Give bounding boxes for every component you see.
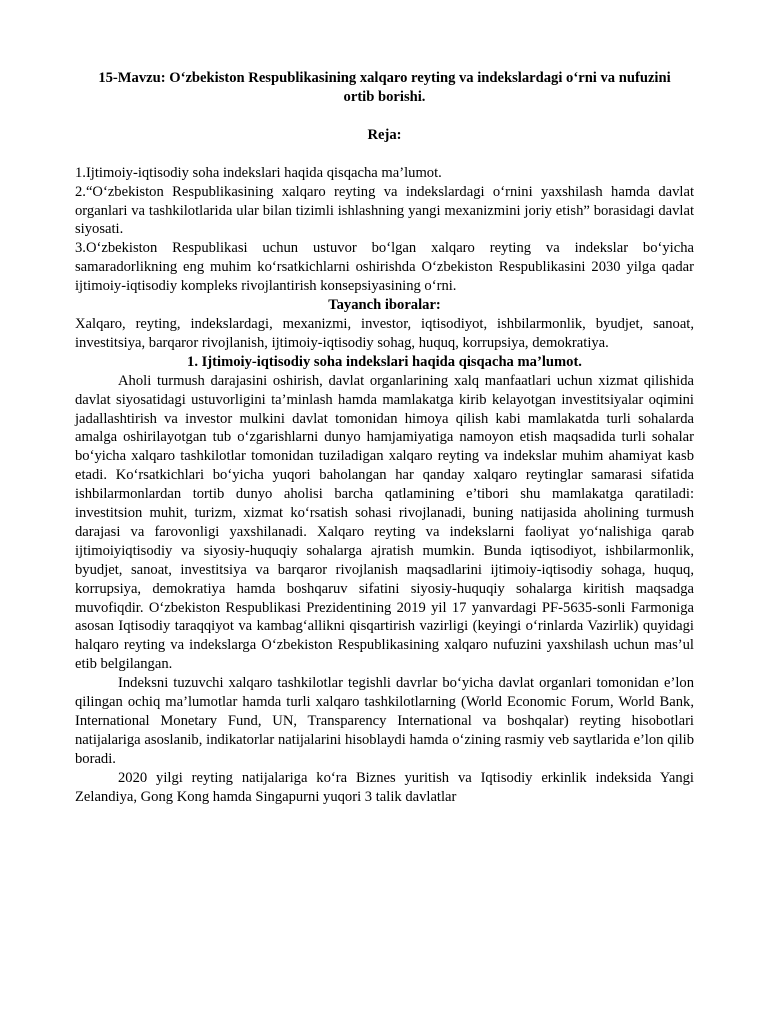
plan-item-2: 2.“O‘zbekiston Respublikasining xalqaro reyting va indekslardagi o‘rnini yaxshilash hamda davlat organlari va tashkilotlarida ular bilan tizimli ishlashning yangi mexanizmini joriy etish” borasidagi davlat siyosati. [75, 183, 694, 238]
keywords-text: Xalqaro, reyting, indekslardagi, mexanizmi, investor, iqtisodiyot, ishbilarmonlik, byudjet, sanoat, investitsiya, barqaror rivojlanish, ijtimoiy-iqtisodiy sohag, huquq, korrupsiya, demokratiya. [75, 315, 694, 351]
section-1-heading: 1. Ijtimoiy-iqtisodiy soha indekslari haqida qisqacha ma’lumot. [187, 353, 582, 370]
keywords-heading: Tayanch iboralar: [328, 297, 441, 314]
plan-heading: Reja: [367, 126, 402, 143]
document-page [75, 69, 694, 807]
document-title: 15-Mavzu: O‘zbekiston Respublikasining xalqaro reyting va indekslardagi o‘rni va nufuzini ortib borishi. [98, 70, 671, 105]
plan-item-1: 1.Ijtimoiy-iqtisodiy soha indekslari haqida qisqacha ma’lumot. [75, 164, 442, 181]
paragraph-3: 2020 yilgi reyting natijalariga ko‘ra Biznes yuritish va Iqtisodiy erkinlik indeksida Yangi Zelandiya, Gong Kong hamda Singapurni yuqori 3 talik davlatlar [75, 769, 694, 805]
paragraph-2: Indeksni tuzuvchi xalqaro tashkilotlar tegishli davrlar bo‘yicha davlat organlari tomonidan e’lon qilingan ochiq ma’lumotlar hamda turli xalqaro tashkilotlarning (World Economic Forum, World Bank, International Monetary Fund, UN, Transparency International va boshqalar) reyting hisobotlari natijalariga asoslanib, indikatorlar natijalarini hisoblaydi hamda o‘zining rasmiy veb saytlarida e’lon qilib boradi. [75, 675, 694, 767]
paragraph-1: Aholi turmush darajasini oshirish, davlat organlarining xalq manfaatlari uchun xizmat qilishida davlat siyosatidagi ustuvorligini ta’minlash hamda mamlakatga kirib kelayotgan investitsiyalar oqimini jadallashtirish va investor mulkini davlat tomonidan himoya qilish kabi mamlakatda turli sohalarda amalga oshirilayotgan tub o‘zgarishlarni dunyo hamjamiyatiga namoyon etish maqsadida turli sohalar bo‘yicha xalqaro tashkilotlar tomonidan tuziladigan xalqaro reyting va indekslar muhim ahamiyat kasb etadi. Ko‘rsatkichlari bo‘yicha yuqori baholangan har qanday xalqaro reytinglar samarasi sifatida ishbilarmonlardan tortib dunyo aholisi barcha qatlamining e’tibori shu mamlakatga qaratiladi: investitsion muhit, turizm, xizmat ko‘rsatish sohasi rivojlanadi, buning natijasida aholining turmush darajasi va farovonligi yaxshilanadi. Xalqaro reyting va indekslarni faoliyat yo‘nalishiga qarab ijtimoiyiqtisodiy va siyosiy-huquqiy sohalarga ajratish mumkin. Bunda iqtisodiyot, ishbilarmonlik, byudjet, sanoat, investitsiya va barqaror rivojlanish maqsadlarini ijtimoiy-iqtisodiy sohaga, huquq, korrupsiya, demokratiya hamda boshqaruv sifatini siyosiy-huquqiy sohalarga kiritish maqsadga muvofiqdir. O‘zbekiston Respublikasi Prezidentining 2019 yil 17 yanvardagi PF-5635-sonli Farmoniga asosan Iqtisodiy taraqqiyot va kambag‘allikni qisqartirish vazirligi (keyingi o‘rinlarda Vazirlik) quyidagi halqaro reyting va indekslarga O‘zbekiston Respublikasining xalqaro nufuzini yaxshilash uchun mas’ul etib belgilangan. [75, 372, 694, 673]
plan-item-3: 3.O‘zbekiston Respublikasi uchun ustuvor bo‘lgan xalqaro reyting va indekslar bo‘yicha samaradorlikning eng muhim ko‘rsatkichlarni oshirishda O‘zbekiston Respublikasini 2030 yilga qadar ijtimoiy-iqtisodiy kompleks rivojlantirish konsepsiyasining o‘rni. [75, 240, 694, 295]
